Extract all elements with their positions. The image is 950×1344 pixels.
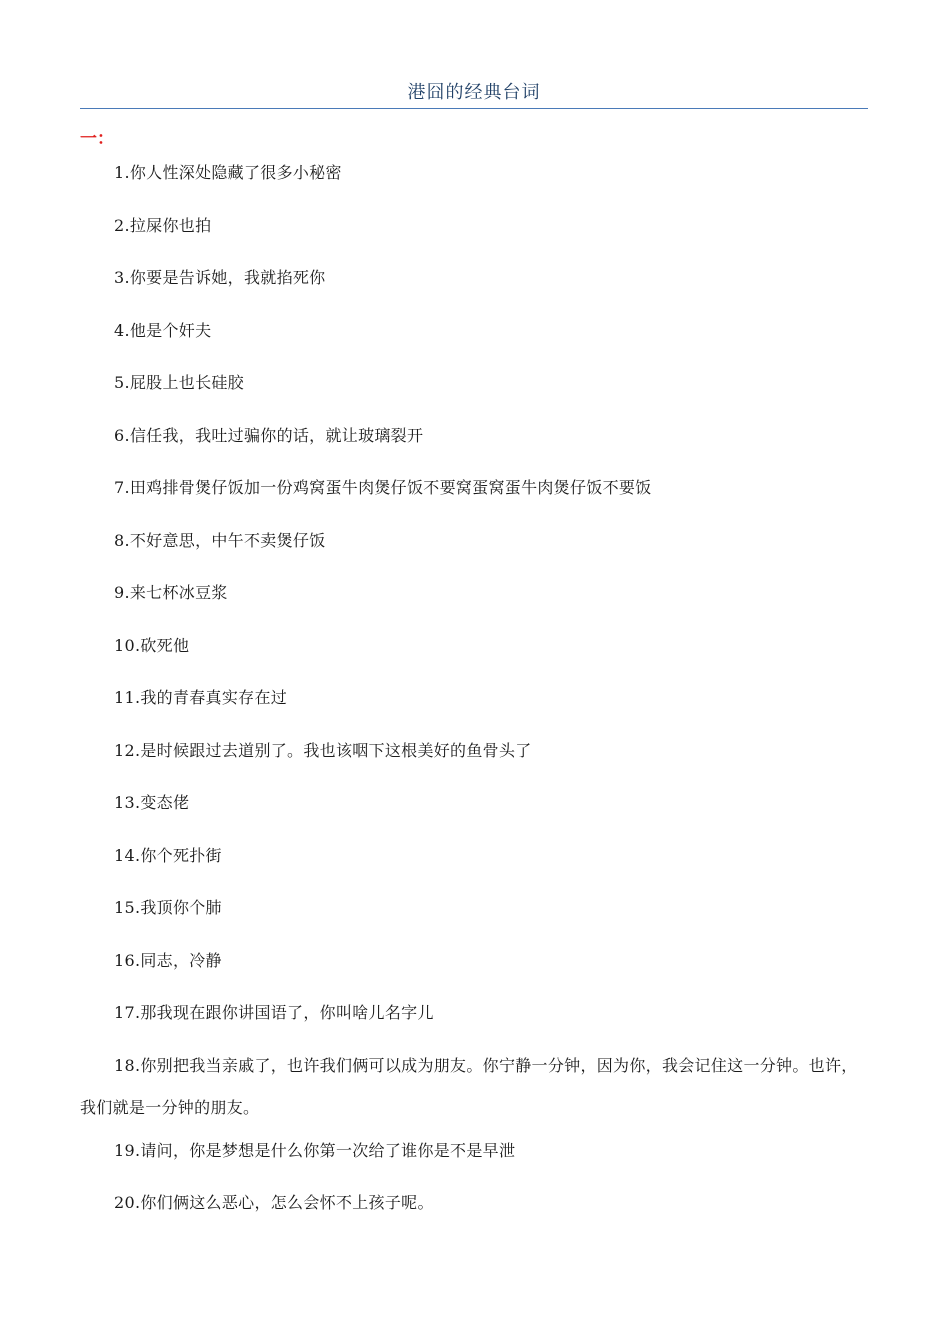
title-divider xyxy=(80,108,868,109)
quote-line: 17.那我现在跟你讲国语了，你叫啥儿名字儿 xyxy=(114,1003,434,1022)
quote-line: 14.你个死扑街 xyxy=(114,845,222,865)
quote-line: 19.请问，你是梦想是什么你第一次给了谁你是不是早泄 xyxy=(114,1140,516,1160)
quote-line: 13.变态佬 xyxy=(114,793,190,812)
quote-line: 15.我顶你个肺 xyxy=(114,898,222,917)
quote-line: 6.信任我，我吐过骗你的话，就让玻璃裂开 xyxy=(114,425,424,445)
quote-line: 20.你们俩这么恶心，怎么会怀不上孩子呢。 xyxy=(114,1193,434,1212)
quote-line: 4.他是个奸夫 xyxy=(114,320,212,340)
document-title: 港囧的经典台词 xyxy=(407,82,541,103)
section-heading: 一： xyxy=(80,129,114,149)
quote-line: 11.我的青春真实存在过 xyxy=(114,688,288,707)
quote-line: 7.田鸡排骨煲仔饭加一份鸡窝蛋牛肉煲仔饭不要窝蛋窝蛋牛肉煲仔饭不要饭 xyxy=(114,478,652,497)
quote-line: 2.拉屎你也拍 xyxy=(114,215,212,235)
quote-line: 9.来七杯冰豆浆 xyxy=(114,583,228,602)
quote-line: 3.你要是告诉她，我就掐死你 xyxy=(114,268,326,287)
quote-line: 12.是时候跟过去道别了。我也该咽下这根美好的鱼骨头了 xyxy=(114,740,532,760)
quote-line: 10.砍死他 xyxy=(114,635,190,655)
quote-list xyxy=(80,160,868,1243)
quote-line: 16.同志，冷静 xyxy=(114,950,222,970)
quote-line: 5.屁股上也长硅胶 xyxy=(114,373,244,392)
quote-line: 8.不好意思，中午不卖煲仔饭 xyxy=(114,530,326,550)
quote-line: 18.你别把我当亲戚了，也许我们俩可以成为朋友。你宁静一分钟，因为你，我会记住这一分钟。也许，我们就是一分钟的朋友。 xyxy=(80,1055,858,1117)
quote-line: 1.你人性深处隐藏了很多小秘密 xyxy=(114,163,342,182)
